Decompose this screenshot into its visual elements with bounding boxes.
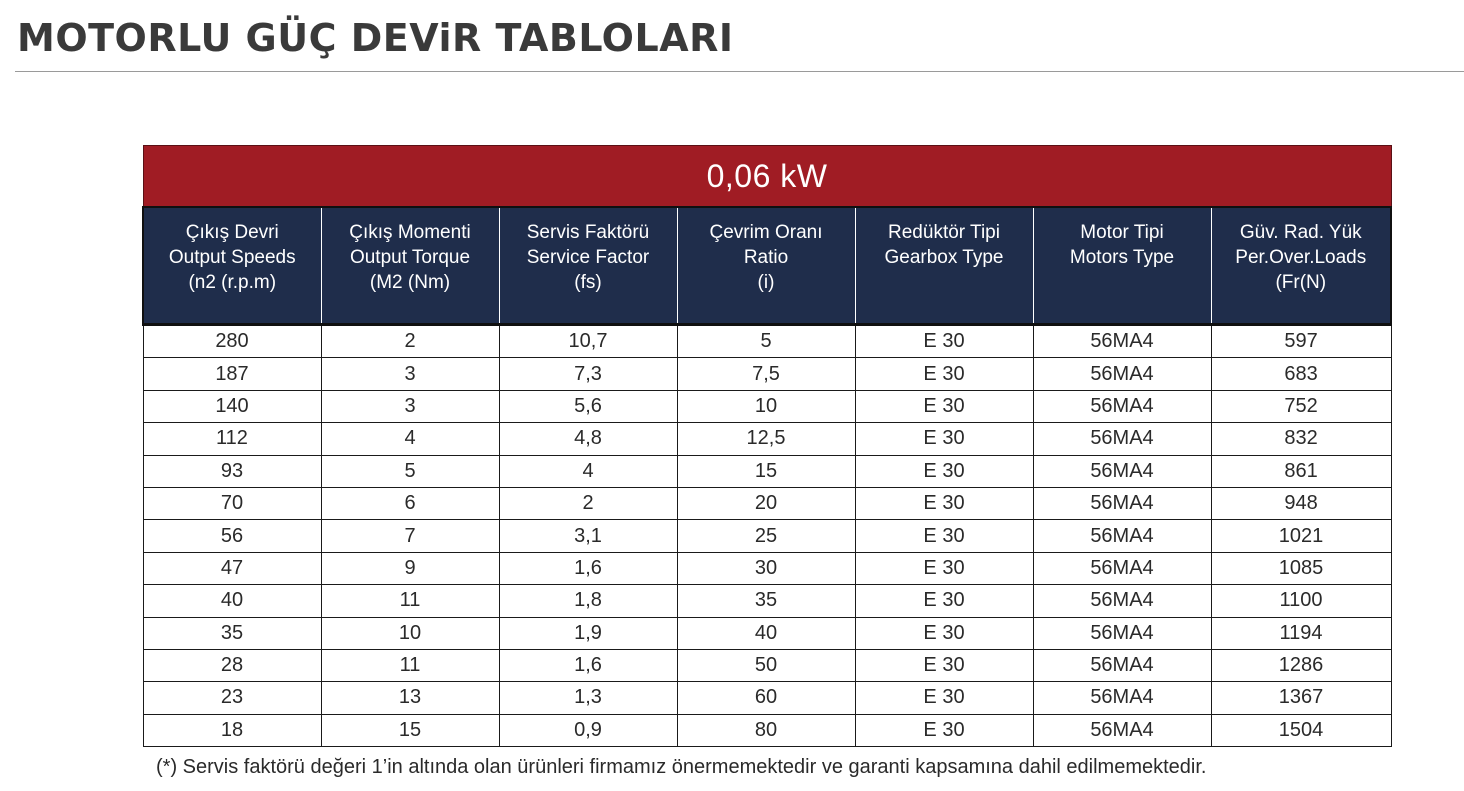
table-cell: 11 <box>321 585 499 617</box>
table-cell: E 30 <box>855 585 1033 617</box>
table-cell: 18 <box>143 714 321 746</box>
table-row <box>143 617 1391 649</box>
table-cell: 1,3 <box>499 682 677 714</box>
table-cell: 1367 <box>1211 682 1391 714</box>
table-row <box>143 423 1391 455</box>
column-header-line: Güv. Rad. Yük <box>1239 222 1362 243</box>
column-header-line: Çıkış Momenti <box>349 222 471 243</box>
table-cell: 25 <box>677 520 855 552</box>
table-cell: 30 <box>677 552 855 584</box>
table-cell: 56MA4 <box>1033 455 1211 487</box>
table-cell: 20 <box>677 487 855 519</box>
table-cell: 10 <box>677 390 855 422</box>
table-cell: 35 <box>143 617 321 649</box>
table-cell: 1085 <box>1211 552 1391 584</box>
table-cell: 2 <box>321 325 499 358</box>
table-cell: 1,9 <box>499 617 677 649</box>
table-cell: 7,3 <box>499 358 677 390</box>
table-row <box>143 358 1391 390</box>
column-header-line: Gearbox Type <box>884 247 1004 268</box>
column-header-line: Motor Tipi <box>1080 222 1164 243</box>
table-cell: 11 <box>321 649 499 681</box>
table-cell: E 30 <box>855 714 1033 746</box>
table-cell: 13 <box>321 682 499 714</box>
table-cell: 56MA4 <box>1033 585 1211 617</box>
table-cell: 10,7 <box>499 325 677 358</box>
table-cell: 832 <box>1211 423 1391 455</box>
column-header-line: (Fr(N) <box>1275 272 1327 293</box>
power-rating: 0,06 kW <box>143 146 1391 208</box>
table-row <box>143 455 1391 487</box>
table-cell: 56MA4 <box>1033 487 1211 519</box>
table-cell: 140 <box>143 390 321 422</box>
table-cell: E 30 <box>855 487 1033 519</box>
table-row <box>143 520 1391 552</box>
title-divider <box>15 71 1464 72</box>
table-cell: 70 <box>143 487 321 519</box>
table-row <box>143 552 1391 584</box>
column-header <box>855 207 1033 325</box>
column-header <box>321 207 499 325</box>
column-header <box>677 207 855 325</box>
column-header-line: Çevrim Oranı <box>709 222 823 243</box>
table-cell: 15 <box>677 455 855 487</box>
table-cell: 1504 <box>1211 714 1391 746</box>
table-cell: 1100 <box>1211 585 1391 617</box>
table-cell: 1194 <box>1211 617 1391 649</box>
table-cell: 0,9 <box>499 714 677 746</box>
table-cell: 80 <box>677 714 855 746</box>
table-cell: E 30 <box>855 520 1033 552</box>
table-cell: 1,6 <box>499 552 677 584</box>
table-cell: 3,1 <box>499 520 677 552</box>
column-header-line: Ratio <box>743 247 789 268</box>
footnote: (*) Servis faktörü değeri 1’in altında olan ürünleri firmamız önermemektedir ve garanti kapsamına dahil edilmemektedir. <box>156 756 1207 778</box>
table-cell: 861 <box>1211 455 1391 487</box>
table-row <box>143 585 1391 617</box>
table-cell: 35 <box>677 585 855 617</box>
table-cell: 112 <box>143 423 321 455</box>
table-cell: 187 <box>143 358 321 390</box>
table-cell: 7,5 <box>677 358 855 390</box>
column-header-row <box>143 207 1391 325</box>
table-cell: 40 <box>677 617 855 649</box>
rating-table <box>142 145 1392 747</box>
page-title: MOTORLU GÜÇ DEViR TABLOLARI <box>17 16 734 60</box>
table-cell: 597 <box>1211 325 1391 358</box>
table-cell: 15 <box>321 714 499 746</box>
table-cell: 56MA4 <box>1033 617 1211 649</box>
table-cell: 1021 <box>1211 520 1391 552</box>
table-cell: E 30 <box>855 325 1033 358</box>
table-cell: E 30 <box>855 390 1033 422</box>
column-header <box>1033 207 1211 325</box>
column-header-line: (M2 (Nm) <box>369 272 451 293</box>
table-cell: 5 <box>677 325 855 358</box>
table-cell: E 30 <box>855 358 1033 390</box>
column-header <box>499 207 677 325</box>
rating-table-container <box>142 145 1390 747</box>
column-header-line: (i) <box>757 272 775 293</box>
table-cell: 60 <box>677 682 855 714</box>
column-header-line: Service Factor <box>526 247 650 268</box>
table-cell: 50 <box>677 649 855 681</box>
table-cell: 56MA4 <box>1033 682 1211 714</box>
column-header-line: Motors Type <box>1069 247 1175 268</box>
table-cell: 56MA4 <box>1033 423 1211 455</box>
table-cell: 948 <box>1211 487 1391 519</box>
table-cell: 56MA4 <box>1033 325 1211 358</box>
table-cell: 4 <box>321 423 499 455</box>
table-cell: 683 <box>1211 358 1391 390</box>
table-cell: 4 <box>499 455 677 487</box>
column-header-line: Output Torque <box>349 247 471 268</box>
column-header-line: Output Speeds <box>168 247 296 268</box>
table-row <box>143 649 1391 681</box>
column-header-line: Per.Over.Loads <box>1235 247 1367 268</box>
table-cell: 5,6 <box>499 390 677 422</box>
table-cell: 28 <box>143 649 321 681</box>
table-cell: 9 <box>321 552 499 584</box>
column-header-line: Çıkış Devri <box>185 222 279 243</box>
table-cell: 2 <box>499 487 677 519</box>
column-header-line: (n2 (r.p.m) <box>188 272 277 293</box>
table-cell: E 30 <box>855 552 1033 584</box>
power-band <box>143 146 1391 208</box>
table-cell: 280 <box>143 325 321 358</box>
table-cell: 93 <box>143 455 321 487</box>
table-cell: E 30 <box>855 682 1033 714</box>
table-cell: 56MA4 <box>1033 520 1211 552</box>
table-row <box>143 682 1391 714</box>
table-cell: 23 <box>143 682 321 714</box>
table-cell: 1,8 <box>499 585 677 617</box>
table-cell: 56MA4 <box>1033 714 1211 746</box>
table-cell: E 30 <box>855 423 1033 455</box>
table-cell: 6 <box>321 487 499 519</box>
table-cell: 12,5 <box>677 423 855 455</box>
table-cell: 56 <box>143 520 321 552</box>
table-cell: 10 <box>321 617 499 649</box>
table-cell: E 30 <box>855 617 1033 649</box>
table-cell: 752 <box>1211 390 1391 422</box>
table-cell: 7 <box>321 520 499 552</box>
table-row <box>143 487 1391 519</box>
column-header-line: Servis Faktörü <box>526 222 650 243</box>
table-row <box>143 325 1391 358</box>
table-cell: 4,8 <box>499 423 677 455</box>
table-row <box>143 390 1391 422</box>
table-cell: E 30 <box>855 649 1033 681</box>
column-header-line: Redüktör Tipi <box>888 222 1000 243</box>
table-cell: 40 <box>143 585 321 617</box>
table-cell: 56MA4 <box>1033 552 1211 584</box>
table-cell: 47 <box>143 552 321 584</box>
column-header <box>1211 207 1391 325</box>
table-cell: E 30 <box>855 455 1033 487</box>
table-cell: 3 <box>321 358 499 390</box>
table-cell: 56MA4 <box>1033 390 1211 422</box>
table-body <box>143 325 1391 747</box>
table-cell: 5 <box>321 455 499 487</box>
table-cell: 3 <box>321 390 499 422</box>
column-header-line: (fs) <box>574 272 602 293</box>
table-cell: 56MA4 <box>1033 358 1211 390</box>
table-cell: 1,6 <box>499 649 677 681</box>
column-header <box>143 207 321 325</box>
table-cell: 1286 <box>1211 649 1391 681</box>
table-cell: 56MA4 <box>1033 649 1211 681</box>
table-row <box>143 714 1391 746</box>
